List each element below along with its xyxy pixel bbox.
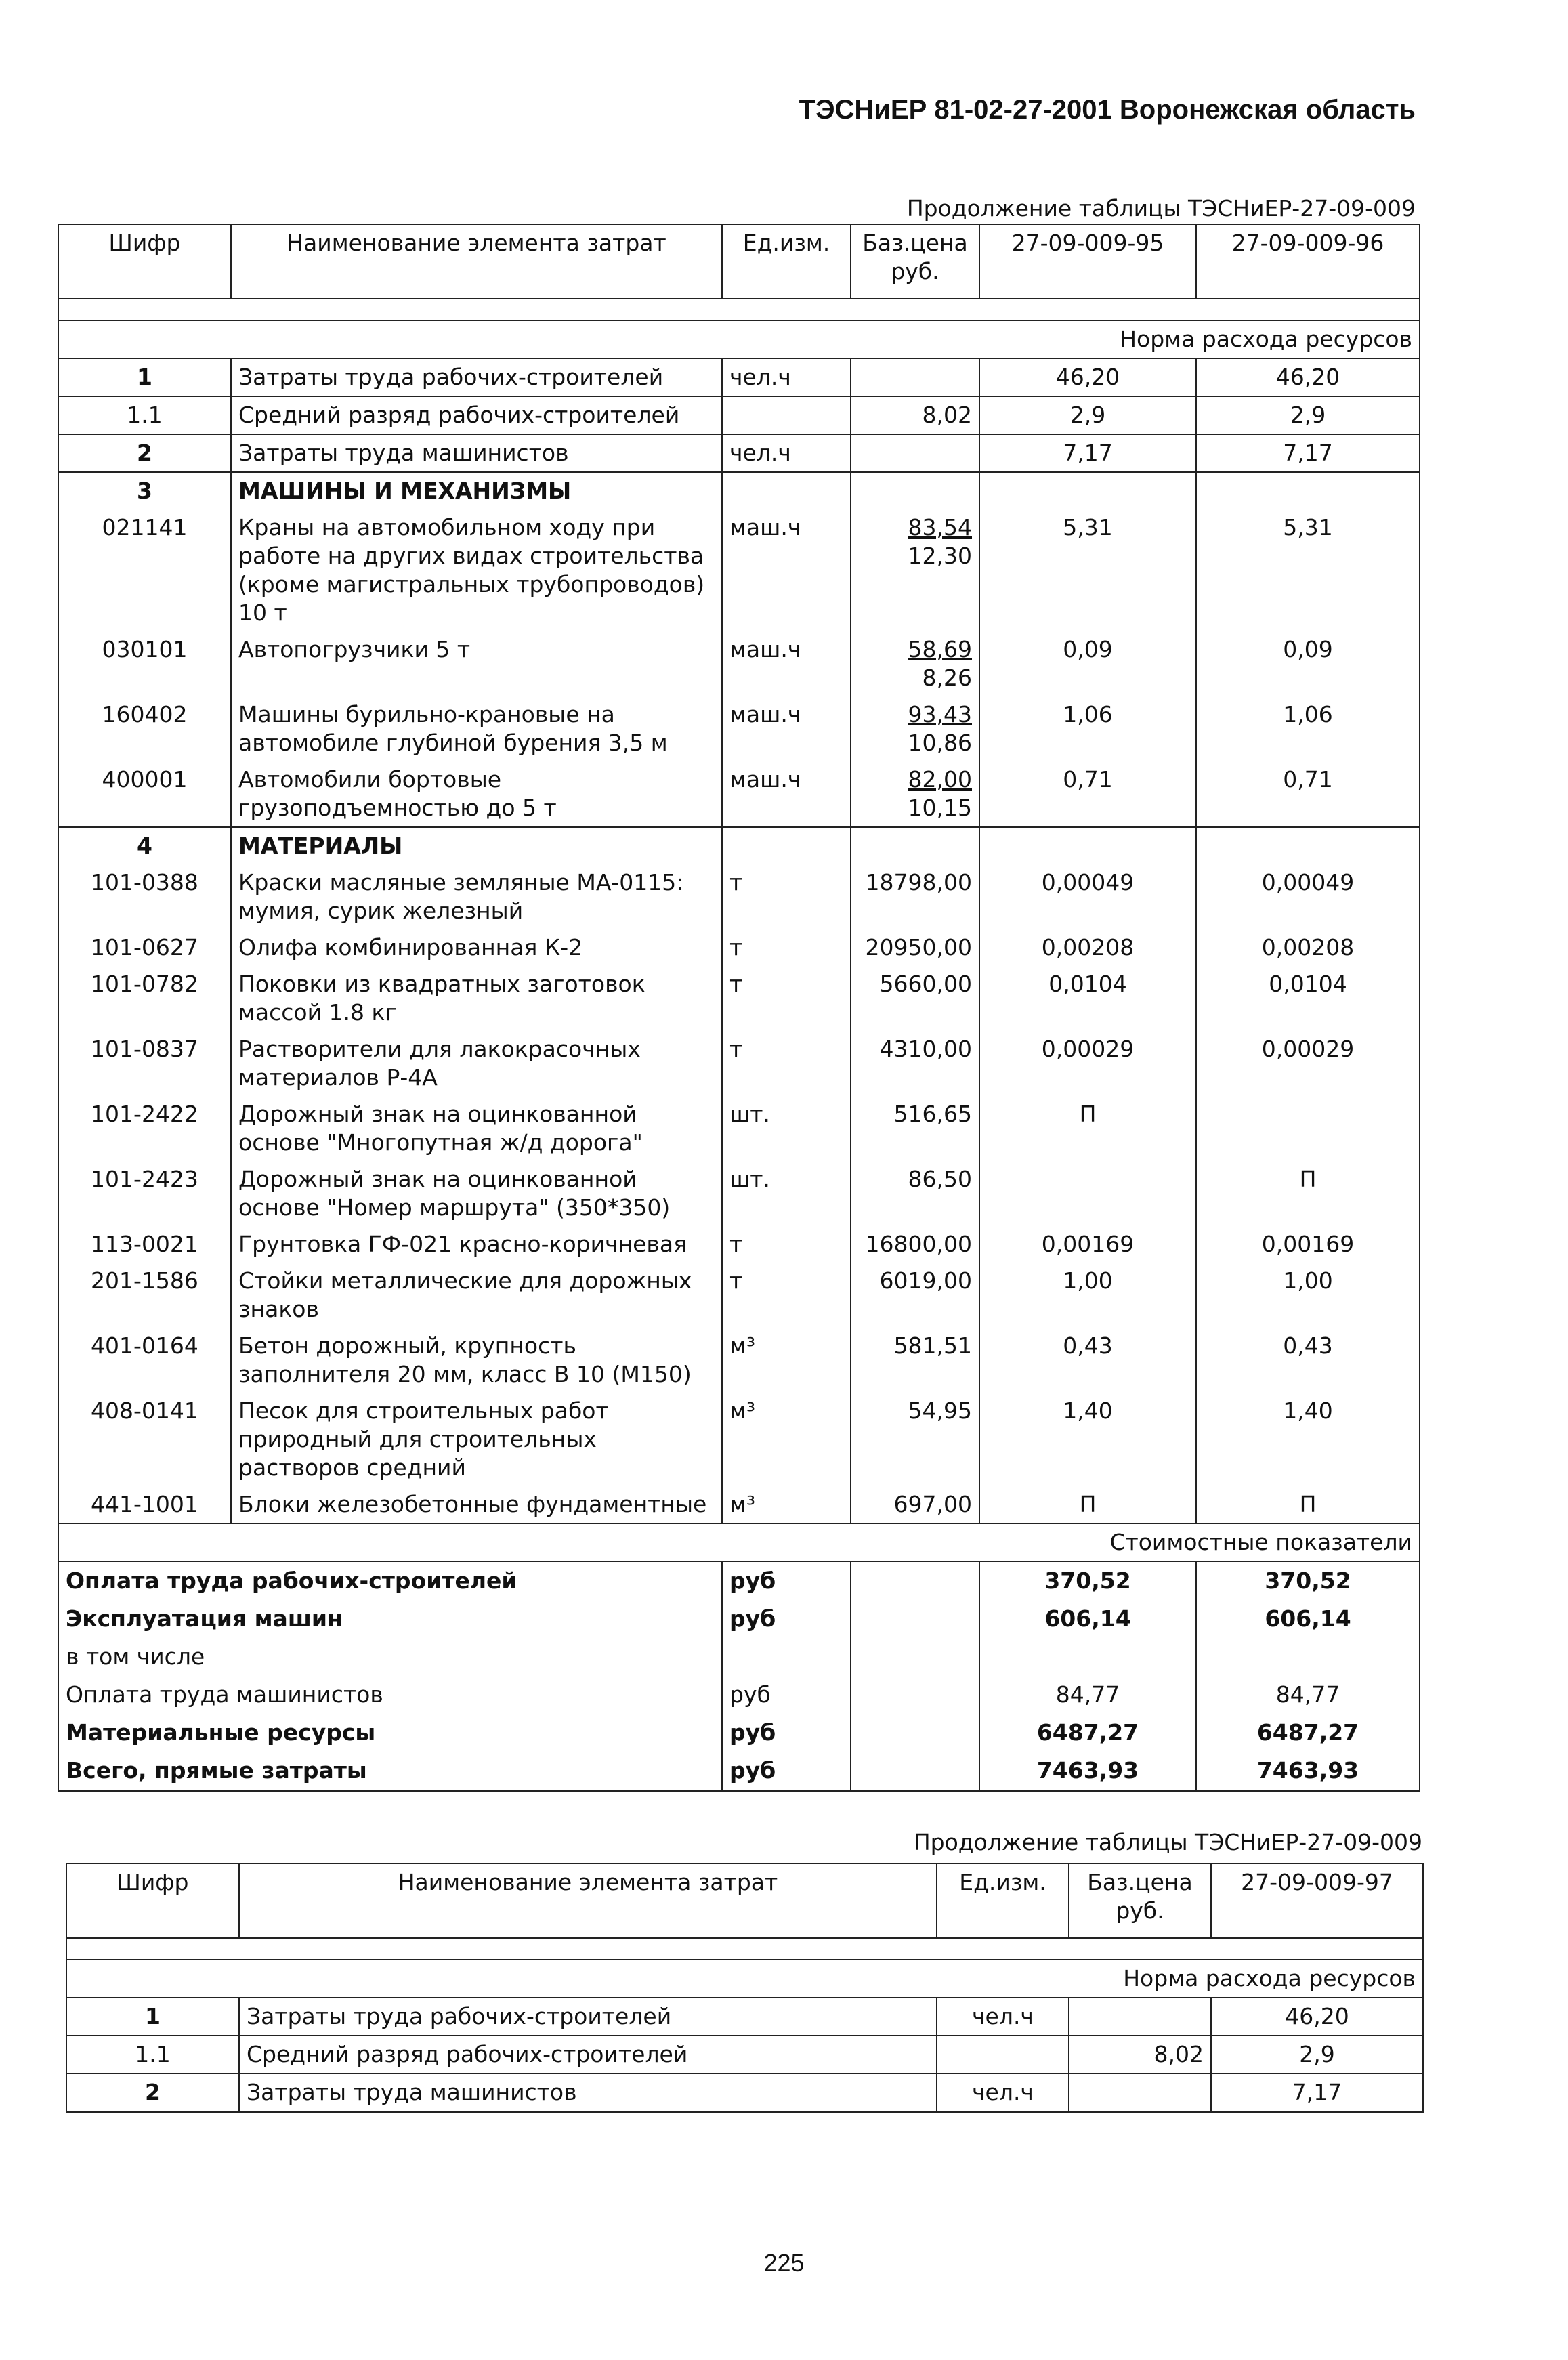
row-code: 441-1001	[58, 1486, 231, 1523]
summary-row	[58, 1676, 1420, 1714]
summary-label: Оплата труда рабочих-строителей	[58, 1561, 722, 1600]
row-value-2: П	[1196, 1486, 1420, 1523]
row-name: Дорожный знак на оцинкованной основе "Многопутная ж/д дорога"	[231, 1096, 722, 1161]
summary-label: в том числе	[58, 1638, 722, 1676]
row-code: 101-0837	[58, 1031, 231, 1096]
row-value-2: 2,9	[1196, 396, 1420, 434]
empty-cell	[851, 1752, 979, 1791]
col-header-code: Шифр	[66, 1863, 239, 1938]
row-name: Затраты труда рабочих-строителей	[231, 358, 722, 396]
row-code: 101-2422	[58, 1096, 231, 1161]
row-unit: т	[722, 1031, 851, 1096]
row-name: Затраты труда рабочих-строителей	[239, 1998, 937, 2036]
row-name: Стойки металлические для дорожных знаков	[231, 1263, 722, 1328]
row-value-2: 1,40	[1196, 1393, 1420, 1486]
row-unit: шт.	[722, 1161, 851, 1226]
col-header-name: Наименование элемента затрат	[231, 224, 722, 299]
cost-label: Стоимостные показатели	[58, 1523, 1420, 1561]
row-price: 581,51	[851, 1328, 979, 1393]
row-name: Краски масляные земляные МА-0115: мумия, сурик железный	[231, 864, 722, 929]
labor-row	[66, 2036, 1423, 2073]
row-value-1: 0,00208	[979, 929, 1196, 966]
empty-cell	[851, 1676, 979, 1714]
row-value-1: 2,9	[979, 396, 1196, 434]
empty-cell	[1196, 827, 1420, 864]
row-price: 5660,00	[851, 966, 979, 1031]
row-price-labor: 10,15	[908, 795, 972, 821]
row-unit: т	[722, 864, 851, 929]
row-unit: маш.ч	[722, 509, 851, 631]
summary-row	[58, 1752, 1420, 1791]
summary-value-2: 370,52	[1196, 1561, 1420, 1600]
row-value-2: 0,00029	[1196, 1031, 1420, 1096]
document-title: ТЭСНиЕР 81-02-27-2001 Воронежская область	[799, 95, 1416, 125]
row-code: 021141	[58, 509, 231, 631]
row-value-2: П	[1196, 1161, 1420, 1226]
row-code: 1.1	[58, 396, 231, 434]
row-value-1: 0,00049	[979, 864, 1196, 929]
row-unit: т	[722, 966, 851, 1031]
row-price: 8,02	[1069, 2036, 1211, 2073]
summary-value-1: 370,52	[979, 1561, 1196, 1600]
row-price: 697,00	[851, 1486, 979, 1523]
summary-unit: руб	[722, 1752, 851, 1791]
row-value-2: 0,09	[1196, 631, 1420, 696]
row-code: 201-1586	[58, 1263, 231, 1328]
row-unit: т	[722, 1226, 851, 1263]
row-code: 101-0388	[58, 864, 231, 929]
material-row	[58, 1096, 1420, 1161]
row-value-1: 0,00029	[979, 1031, 1196, 1096]
row-name: Средний разряд рабочих-строителей	[231, 396, 722, 434]
cost-label-row	[58, 1523, 1420, 1561]
summary-unit	[722, 1638, 851, 1676]
summary-value-2: 7463,93	[1196, 1752, 1420, 1791]
row-unit: т	[722, 929, 851, 966]
row-unit	[937, 2036, 1069, 2073]
row-value-2: 0,00208	[1196, 929, 1420, 966]
row-value-1: 1,06	[979, 696, 1196, 761]
col-header-c1: 27-09-009-97	[1211, 1863, 1423, 1938]
row-value-2: 0,43	[1196, 1328, 1420, 1393]
row-price: 20950,00	[851, 929, 979, 966]
row-code: 408-0141	[58, 1393, 231, 1486]
summary-value-1	[979, 1638, 1196, 1676]
row-price-cell	[851, 761, 979, 827]
row-name: Затраты труда машинистов	[239, 2073, 937, 2112]
row-code: 030101	[58, 631, 231, 696]
row-name: Машины бурильно-крановые на автомобиле глубиной бурения 3,5 м	[231, 696, 722, 761]
summary-label: Всего, прямые затраты	[58, 1752, 722, 1791]
row-value-2: 1,06	[1196, 696, 1420, 761]
row-value-2: 1,00	[1196, 1263, 1420, 1328]
row-name: Олифа комбинированная К-2	[231, 929, 722, 966]
row-price: 4310,00	[851, 1031, 979, 1096]
empty-cell	[979, 827, 1196, 864]
material-row	[58, 864, 1420, 929]
col-header-unit: Ед.изм.	[937, 1863, 1069, 1938]
row-value-1: 7,17	[979, 434, 1196, 472]
summary-value-1: 7463,93	[979, 1752, 1196, 1791]
summary-unit: руб	[722, 1714, 851, 1752]
empty-cell	[851, 1638, 979, 1676]
norm-label: Норма расхода ресурсов	[66, 1960, 1423, 1998]
section-row	[58, 472, 1420, 509]
row-price-cell	[851, 696, 979, 761]
row-value-1: 0,09	[979, 631, 1196, 696]
table1-caption: Продолжение таблицы ТЭСНиЕР-27-09-009	[906, 195, 1416, 222]
row-value-2: 0,00049	[1196, 864, 1420, 929]
row-name: Дорожный знак на оцинкованной основе "Номер маршрута" (350*350)	[231, 1161, 722, 1226]
row-value-1: 0,0104	[979, 966, 1196, 1031]
summary-label: Эксплуатация машин	[58, 1600, 722, 1638]
row-name: Песок для строительных работ природный для строительных растворов средний	[231, 1393, 722, 1486]
row-name: Затраты труда машинистов	[231, 434, 722, 472]
summary-unit: руб	[722, 1561, 851, 1600]
labor-row	[58, 358, 1420, 396]
section-title: МАШИНЫ И МЕХАНИЗМЫ	[231, 472, 722, 509]
col-header-code: Шифр	[58, 224, 231, 299]
empty-cell	[851, 827, 979, 864]
row-unit: маш.ч	[722, 761, 851, 827]
row-value-1: 1,40	[979, 1393, 1196, 1486]
labor-row	[58, 434, 1420, 472]
row-value-1: 7,17	[1211, 2073, 1423, 2112]
summary-row	[58, 1561, 1420, 1600]
row-value-2: 5,31	[1196, 509, 1420, 631]
resource-table-2	[66, 1863, 1424, 2113]
row-code: 101-2423	[58, 1161, 231, 1226]
empty-cell	[851, 1561, 979, 1600]
col-header-unit: Ед.изм.	[722, 224, 851, 299]
row-code: 401-0164	[58, 1328, 231, 1393]
row-unit: чел.ч	[722, 358, 851, 396]
row-value-1: П	[979, 1486, 1196, 1523]
row-value-2: 0,71	[1196, 761, 1420, 827]
summary-value-2: 606,14	[1196, 1600, 1420, 1638]
row-unit: маш.ч	[722, 696, 851, 761]
summary-value-1: 84,77	[979, 1676, 1196, 1714]
row-name: Краны на автомобильном ходу при работе на других видах строительства (кроме магистральных трубопроводов) 10 т	[231, 509, 722, 631]
row-price-labor: 10,86	[908, 730, 972, 756]
labor-row	[66, 1998, 1423, 2036]
row-unit: т	[722, 1263, 851, 1328]
row-price: 8,02	[851, 396, 979, 434]
row-value-1: 0,71	[979, 761, 1196, 827]
row-unit	[722, 396, 851, 434]
row-code: 160402	[58, 696, 231, 761]
row-value-2: 0,00169	[1196, 1226, 1420, 1263]
empty-cell	[979, 472, 1196, 509]
row-name: Грунтовка ГФ-021 красно-коричневая	[231, 1226, 722, 1263]
row-value-2: 0,0104	[1196, 966, 1420, 1031]
norm-label-row	[66, 1960, 1423, 1998]
row-value-1: 0,00169	[979, 1226, 1196, 1263]
norm-label: Норма расхода ресурсов	[58, 320, 1420, 358]
row-code: 2	[66, 2073, 239, 2112]
table2-caption: Продолжение таблицы ТЭСНиЕР-27-09-009	[913, 1829, 1422, 1855]
machine-row	[58, 761, 1420, 827]
summary-row	[58, 1638, 1420, 1676]
row-code: 1.1	[66, 2036, 239, 2073]
summary-value-1: 606,14	[979, 1600, 1196, 1638]
row-name: Автомобили бортовые грузоподъемностью до 5 т	[231, 761, 722, 827]
summary-label: Оплата труда машинистов	[58, 1676, 722, 1714]
row-code: 2	[58, 434, 231, 472]
row-unit: м³	[722, 1393, 851, 1486]
material-row	[58, 1328, 1420, 1393]
row-price: 83,54	[908, 514, 972, 541]
summary-unit: руб	[722, 1676, 851, 1714]
row-price: 58,69	[908, 636, 972, 662]
col-header-name: Наименование элемента затрат	[239, 1863, 937, 1938]
row-price: 82,00	[908, 766, 972, 793]
row-price: 18798,00	[851, 864, 979, 929]
col-header-price: Баз.цена руб.	[851, 224, 979, 299]
section-code: 4	[58, 827, 231, 864]
row-price-cell	[851, 509, 979, 631]
row-unit: м³	[722, 1328, 851, 1393]
row-value-2: 46,20	[1196, 358, 1420, 396]
row-code: 113-0021	[58, 1226, 231, 1263]
resource-table-1	[58, 224, 1420, 1792]
summary-unit: руб	[722, 1600, 851, 1638]
material-row	[58, 1031, 1420, 1096]
row-value-1: 46,20	[979, 358, 1196, 396]
row-unit: чел.ч	[722, 434, 851, 472]
row-value-2: 7,17	[1196, 434, 1420, 472]
summary-value-2: 84,77	[1196, 1676, 1420, 1714]
table1-header-row	[58, 224, 1420, 299]
empty-cell	[851, 472, 979, 509]
summary-row	[58, 1714, 1420, 1752]
machine-row	[58, 696, 1420, 761]
row-price	[851, 434, 979, 472]
material-row	[58, 1161, 1420, 1226]
row-unit: чел.ч	[937, 2073, 1069, 2112]
row-price	[1069, 2073, 1211, 2112]
row-price: 6019,00	[851, 1263, 979, 1328]
machine-row	[58, 631, 1420, 696]
row-name: Автопогрузчики 5 т	[231, 631, 722, 696]
row-price: 516,65	[851, 1096, 979, 1161]
empty-cell	[851, 1714, 979, 1752]
row-name: Бетон дорожный, крупность заполнителя 20 мм, класс В 10 (М150)	[231, 1328, 722, 1393]
section-code: 3	[58, 472, 231, 509]
labor-row	[58, 396, 1420, 434]
empty-cell	[722, 827, 851, 864]
row-unit: маш.ч	[722, 631, 851, 696]
empty-cell	[851, 1600, 979, 1638]
material-row	[58, 1263, 1420, 1328]
summary-value-2: 6487,27	[1196, 1714, 1420, 1752]
row-name: Поковки из квадратных заготовок массой 1.8 кг	[231, 966, 722, 1031]
row-code: 101-0627	[58, 929, 231, 966]
row-code: 1	[66, 1998, 239, 2036]
row-name: Средний разряд рабочих-строителей	[239, 2036, 937, 2073]
row-price-labor: 8,26	[922, 665, 972, 691]
row-value-1: П	[979, 1096, 1196, 1161]
row-code: 400001	[58, 761, 231, 827]
row-value-1: 1,00	[979, 1263, 1196, 1328]
col-header-c2: 27-09-009-96	[1196, 224, 1420, 299]
row-unit: шт.	[722, 1096, 851, 1161]
summary-row	[58, 1600, 1420, 1638]
labor-row	[66, 2073, 1423, 2112]
row-name: Блоки железобетонные фундаментные	[231, 1486, 722, 1523]
row-value-1: 2,9	[1211, 2036, 1423, 2073]
row-price	[1069, 1998, 1211, 2036]
row-value-2	[1196, 1096, 1420, 1161]
row-price-labor: 12,30	[908, 543, 972, 569]
col-header-c1: 27-09-009-95	[979, 224, 1196, 299]
row-value-1: 5,31	[979, 509, 1196, 631]
machine-row	[58, 509, 1420, 631]
row-price: 93,43	[908, 701, 972, 728]
row-value-1	[979, 1161, 1196, 1226]
summary-label: Материальные ресурсы	[58, 1714, 722, 1752]
section-row	[58, 827, 1420, 864]
row-unit: чел.ч	[937, 1998, 1069, 2036]
page-number: 225	[763, 2249, 805, 2277]
material-row	[58, 929, 1420, 966]
col-header-price: Баз.цена руб.	[1069, 1863, 1211, 1938]
row-price	[851, 358, 979, 396]
summary-value-2	[1196, 1638, 1420, 1676]
row-price: 54,95	[851, 1393, 979, 1486]
row-code: 101-0782	[58, 966, 231, 1031]
table2-header-row	[66, 1863, 1423, 1938]
row-price: 16800,00	[851, 1226, 979, 1263]
row-code: 1	[58, 358, 231, 396]
summary-value-1: 6487,27	[979, 1714, 1196, 1752]
material-row	[58, 966, 1420, 1031]
empty-cell	[1196, 472, 1420, 509]
material-row	[58, 1393, 1420, 1486]
material-row	[58, 1226, 1420, 1263]
norm-label-row	[58, 320, 1420, 358]
row-price-cell	[851, 631, 979, 696]
material-row	[58, 1486, 1420, 1523]
row-price: 86,50	[851, 1161, 979, 1226]
row-value-1: 46,20	[1211, 1998, 1423, 2036]
empty-cell	[722, 472, 851, 509]
row-value-1: 0,43	[979, 1328, 1196, 1393]
row-unit: м³	[722, 1486, 851, 1523]
section-title: МАТЕРИАЛЫ	[231, 827, 722, 864]
row-name: Растворители для лакокрасочных материалов Р-4А	[231, 1031, 722, 1096]
